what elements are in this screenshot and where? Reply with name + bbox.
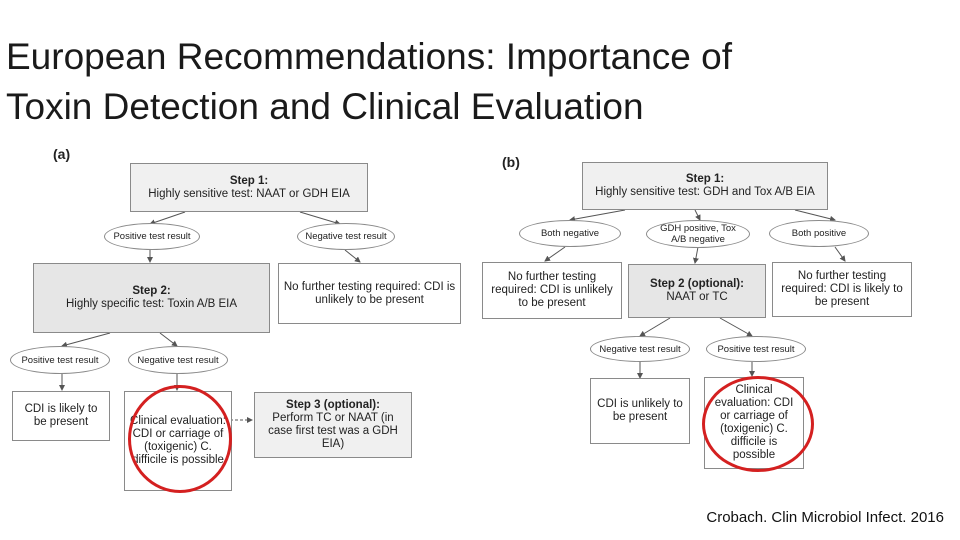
panel-a-oval-negative2: Negative test result xyxy=(128,346,228,374)
panel-a-step2-heading: Step 2: xyxy=(132,285,171,297)
panel-a-oval-negative: Negative test result xyxy=(297,223,395,250)
slide-title-line2: Toxin Detection and Clinical Evaluation xyxy=(6,86,644,127)
panel-a-step3-heading: Step 3 (optional): xyxy=(286,399,380,411)
citation: Crobach. Clin Microbiol Infect. 2016 xyxy=(706,509,944,526)
panel-b-clinical-eval-box: Clinical evaluation: CDI or carriage of (toxigenic) C. difficile is possible xyxy=(704,377,804,469)
panel-a-step1-box xyxy=(130,163,368,212)
panel-b-step2-box xyxy=(628,264,766,318)
panel-b-oval-both-negative: Both negative xyxy=(519,220,621,247)
panel-b-step2-heading: Step 2 (optional): xyxy=(650,278,744,290)
slide-title-line1: European Recommendations: Importance of xyxy=(6,36,733,77)
panel-b-oval-positive: Positive test result xyxy=(706,336,806,362)
panel-b-step1-box xyxy=(582,162,828,210)
panel-b-label: (b) xyxy=(502,154,520,170)
panel-a-step1-text: Highly sensitive test: NAAT or GDH EIA xyxy=(148,187,350,200)
panel-b-step1-text: Highly sensitive test: GDH and Tox A/B EIA xyxy=(595,186,815,198)
panel-a-oval-positive2: Positive test result xyxy=(10,346,110,374)
panel-a-step3-text: Perform TC or NAAT (in case first test was a GDH EIA) xyxy=(268,412,398,450)
panel-a-step3-box xyxy=(254,392,412,458)
panel-b-no-further-left-box: No further testing required: CDI is unlikely to be present xyxy=(482,262,622,319)
panel-b-oval-negative: Negative test result xyxy=(590,336,690,362)
panel-a-cdi-likely-box: CDI is likely to be present xyxy=(12,391,110,441)
panel-a-clinical-eval-box: Clinical evaluation: CDI or carriage of (toxigenic) C. difficile is possible xyxy=(124,391,232,491)
panel-a-step2-text: Highly specific test: Toxin A/B EIA xyxy=(65,298,238,310)
panel-b-oval-gdh-positive: GDH positive, Tox A/B negative xyxy=(646,220,750,248)
panel-b-no-further-right-box: No further testing required: CDI is likely to be present xyxy=(772,262,912,317)
panel-b-step2-text: NAAT or TC xyxy=(666,291,728,303)
panel-a-highlight-circle xyxy=(128,385,232,493)
panel-a-no-further-box: No further testing required: CDI is unlikely to be present xyxy=(278,263,461,324)
panel-b-cdi-unlikely-box: CDI is unlikely to be present xyxy=(590,378,690,444)
panel-a-oval-positive: Positive test result xyxy=(104,223,200,250)
panel-a-step1-heading: Step 1: xyxy=(229,174,269,187)
panel-b-highlight-circle xyxy=(702,376,814,472)
panel-b-step1-heading: Step 1: xyxy=(685,173,725,185)
panel-a-step2-box xyxy=(33,263,270,333)
panel-b-oval-both-positive: Both positive xyxy=(769,220,869,247)
panel-a-label: (a) xyxy=(53,146,71,162)
